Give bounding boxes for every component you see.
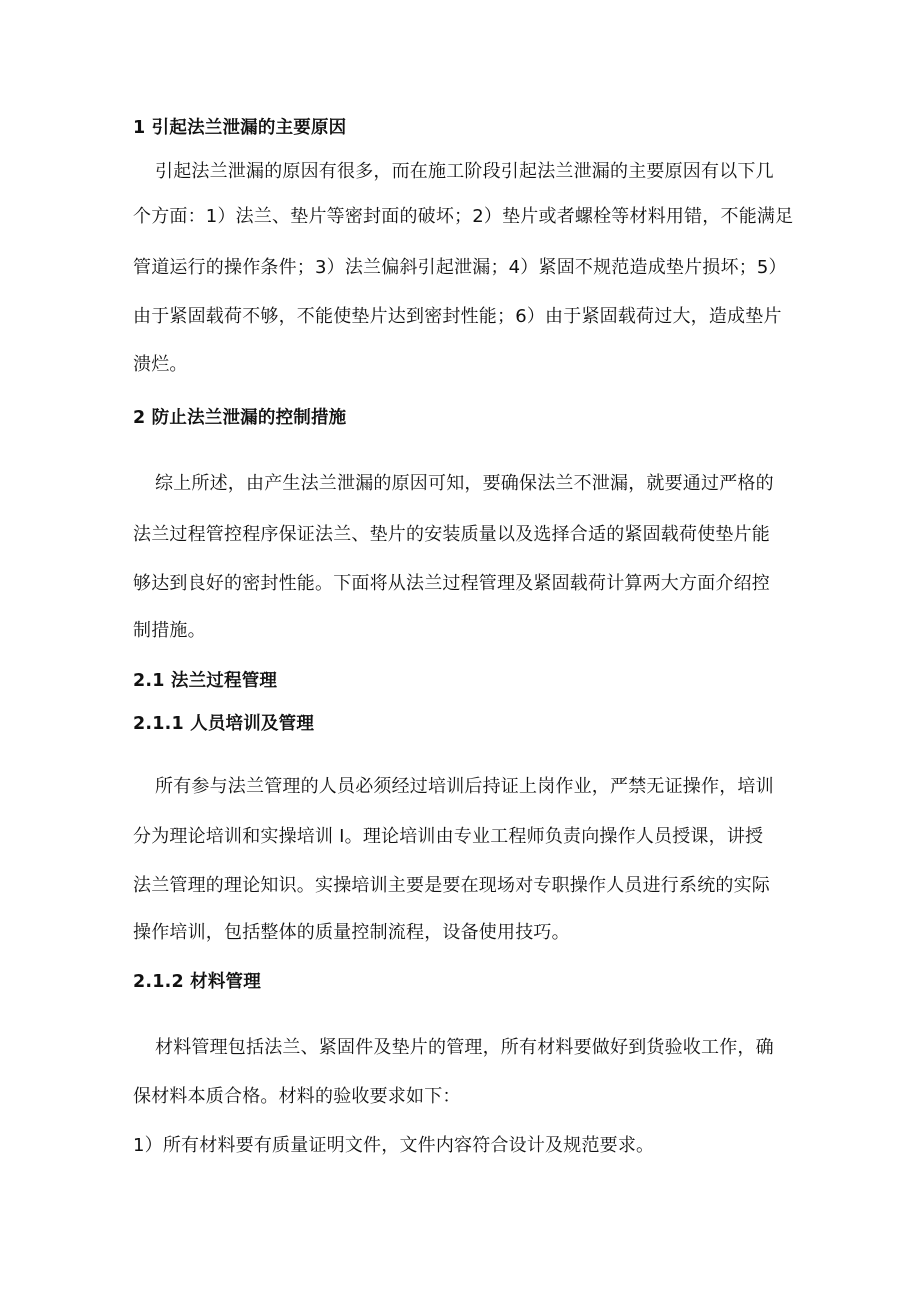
- paragraph-line: 个方面：1）法兰、垫片等密封面的破坏；2）垫片或者螺栓等材料用错，不能满足: [133, 206, 794, 227]
- subsection-heading: 2.1.2 材料管理: [133, 972, 261, 992]
- paragraph-line: 综上所述，由产生法兰泄漏的原因可知，要确保法兰不泄漏，就要通过严格的: [155, 473, 774, 494]
- paragraph-line: 分为理论培训和实操培训 I。理论培训由专业工程师负责向操作人员授课，讲授: [133, 826, 764, 847]
- subsection-heading: 2.1 法兰过程管理: [133, 671, 278, 691]
- paragraph-line: 所有参与法兰管理的人员必须经过培训后持证上岗作业，严禁无证操作，培训: [155, 776, 774, 797]
- list-item: 1）所有材料要有质量证明文件，文件内容符合设计及规范要求。: [133, 1135, 655, 1156]
- paragraph-line: 法兰过程管控程序保证法兰、垫片的安装质量以及选择合适的紧固载荷使垫片能: [133, 524, 770, 545]
- paragraph-line: 操作培训，包括整体的质量控制流程，设备使用技巧。: [133, 922, 570, 943]
- section-heading: 2 防止法兰泄漏的控制措施: [133, 408, 347, 428]
- subsection-heading: 2.1.1 人员培训及管理: [133, 714, 315, 734]
- paragraph-line: 管道运行的操作条件；3）法兰偏斜引起泄漏；4）紧固不规范造成垫片损坏；5）: [133, 257, 787, 278]
- section-heading: 1 引起法兰泄漏的主要原因: [133, 118, 347, 138]
- paragraph-line: 够达到良好的密封性能。下面将从法兰过程管理及紧固载荷计算两大方面介绍控: [133, 573, 770, 594]
- paragraph-line: 制措施。: [133, 620, 206, 641]
- paragraph-line: 法兰管理的理论知识。实操培训主要是要在现场对专职操作人员进行系统的实际: [133, 875, 770, 896]
- paragraph-line: 由于紧固载荷不够，不能使垫片达到密封性能；6）由于紧固载荷过大，造成垫片: [133, 306, 782, 327]
- paragraph-line: 溃烂。: [133, 354, 188, 375]
- paragraph-line: 引起法兰泄漏的原因有很多，而在施工阶段引起法兰泄漏的主要原因有以下几: [155, 161, 774, 182]
- paragraph-line: 保材料本质合格。材料的验收要求如下：: [133, 1086, 461, 1107]
- paragraph-line: 材料管理包括法兰、紧固件及垫片的管理，所有材料要做好到货验收工作，确: [155, 1037, 774, 1058]
